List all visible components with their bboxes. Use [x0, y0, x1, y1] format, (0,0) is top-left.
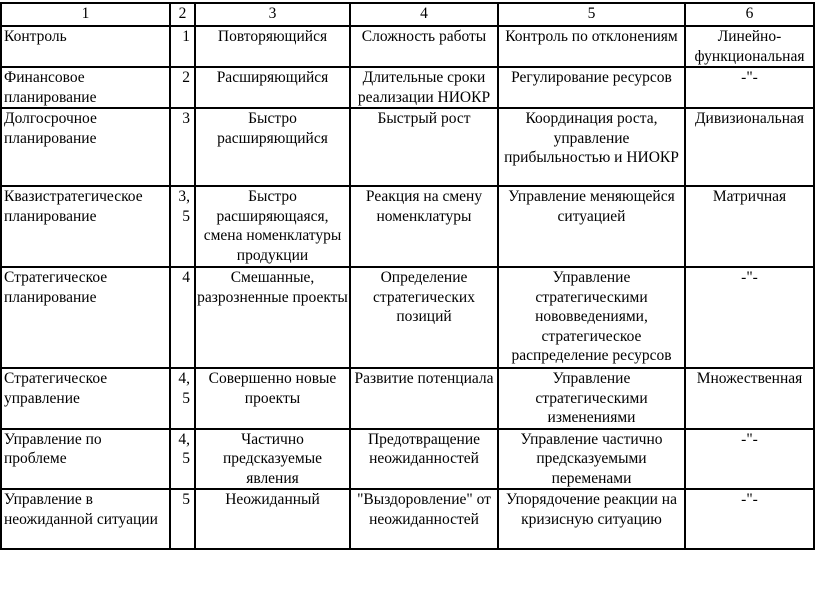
table-cell: 4,5 [170, 368, 195, 429]
table-cell: Управление по проблеме [1, 429, 170, 490]
header-cell-4: 4 [350, 3, 498, 26]
table-cell: Регулирование ресурсов [498, 67, 685, 108]
table-cell: Повторяющийся [195, 26, 350, 67]
table-cell: Матричная [685, 186, 814, 267]
table-cell: 1 [170, 26, 195, 67]
table-cell: Быстро расширяющаяся, смена номенклатуры продукции [195, 186, 350, 267]
table-cell: -"- [685, 429, 814, 490]
table-cell: 2 [170, 67, 195, 108]
table-cell: Смешанные, разрозненные проекты [195, 267, 350, 368]
header-cell-3: 3 [195, 3, 350, 26]
table-cell: Совершенно новые проекты [195, 368, 350, 429]
table-cell: Определение стратегических позиций [350, 267, 498, 368]
table-cell: Сложность работы [350, 26, 498, 67]
table-cell: 3 [170, 108, 195, 186]
data-table [0, 2, 815, 550]
table-cell: Финансовое планирование [1, 67, 170, 108]
table-cell: Долгосрочное планирование [1, 108, 170, 186]
table-cell: Управление стратегическими нововведениями, стратегическое распределение ресурсов [498, 267, 685, 368]
header-cell-6: 6 [685, 3, 814, 26]
table-cell: Неожиданный [195, 489, 350, 549]
table-cell: Быстро расширяющийся [195, 108, 350, 186]
header-cell-2: 2 [170, 3, 195, 26]
table-row [1, 489, 814, 549]
table-cell: Стратегическое планирование [1, 267, 170, 368]
table-cell: Координация роста, управление прибыльностью и НИОКР [498, 108, 685, 186]
table-row [1, 368, 814, 429]
table-cell: Упорядочение реакции на кризисную ситуацию [498, 489, 685, 549]
table-row [1, 429, 814, 490]
table-cell: Линейно-функциональная [685, 26, 814, 67]
table-cell: 5 [170, 489, 195, 549]
table-cell: Реакция на смену номенклатуры [350, 186, 498, 267]
table-cell: "Выздоровление" от неожиданностей [350, 489, 498, 549]
header-row [1, 3, 814, 26]
table-cell: Контроль по отклонениям [498, 26, 685, 67]
table-cell: 4,5 [170, 429, 195, 490]
table-cell: Частично предсказуемые явления [195, 429, 350, 490]
table-cell: Расширяющийся [195, 67, 350, 108]
table-row [1, 67, 814, 108]
table-cell: Быстрый рост [350, 108, 498, 186]
table-cell: Стратегическое управление [1, 368, 170, 429]
table-cell: Развитие потенциала [350, 368, 498, 429]
table-cell: -"- [685, 67, 814, 108]
table-row [1, 26, 814, 67]
table-cell: Квазистратегическое планирование [1, 186, 170, 267]
table-row [1, 267, 814, 368]
table-cell: 3,5 [170, 186, 195, 267]
header-cell-5: 5 [498, 3, 685, 26]
table-cell: Управление меняющейся ситуацией [498, 186, 685, 267]
table-cell: Дивизиональная [685, 108, 814, 186]
table-row [1, 108, 814, 186]
table-cell: Множественная [685, 368, 814, 429]
table-cell: Управление стратегическими изменениями [498, 368, 685, 429]
table-cell: -"- [685, 489, 814, 549]
header-cell-1: 1 [1, 3, 170, 26]
table-cell: Управление в неожиданной ситуации [1, 489, 170, 549]
table-cell: 4 [170, 267, 195, 368]
table-cell: Предотвращение неожиданностей [350, 429, 498, 490]
table-cell: Контроль [1, 26, 170, 67]
table-cell: Длительные сроки реализации НИОКР [350, 67, 498, 108]
table-cell: -"- [685, 267, 814, 368]
table-cell: Управление частично предсказуемыми переменами [498, 429, 685, 490]
table-row [1, 186, 814, 267]
